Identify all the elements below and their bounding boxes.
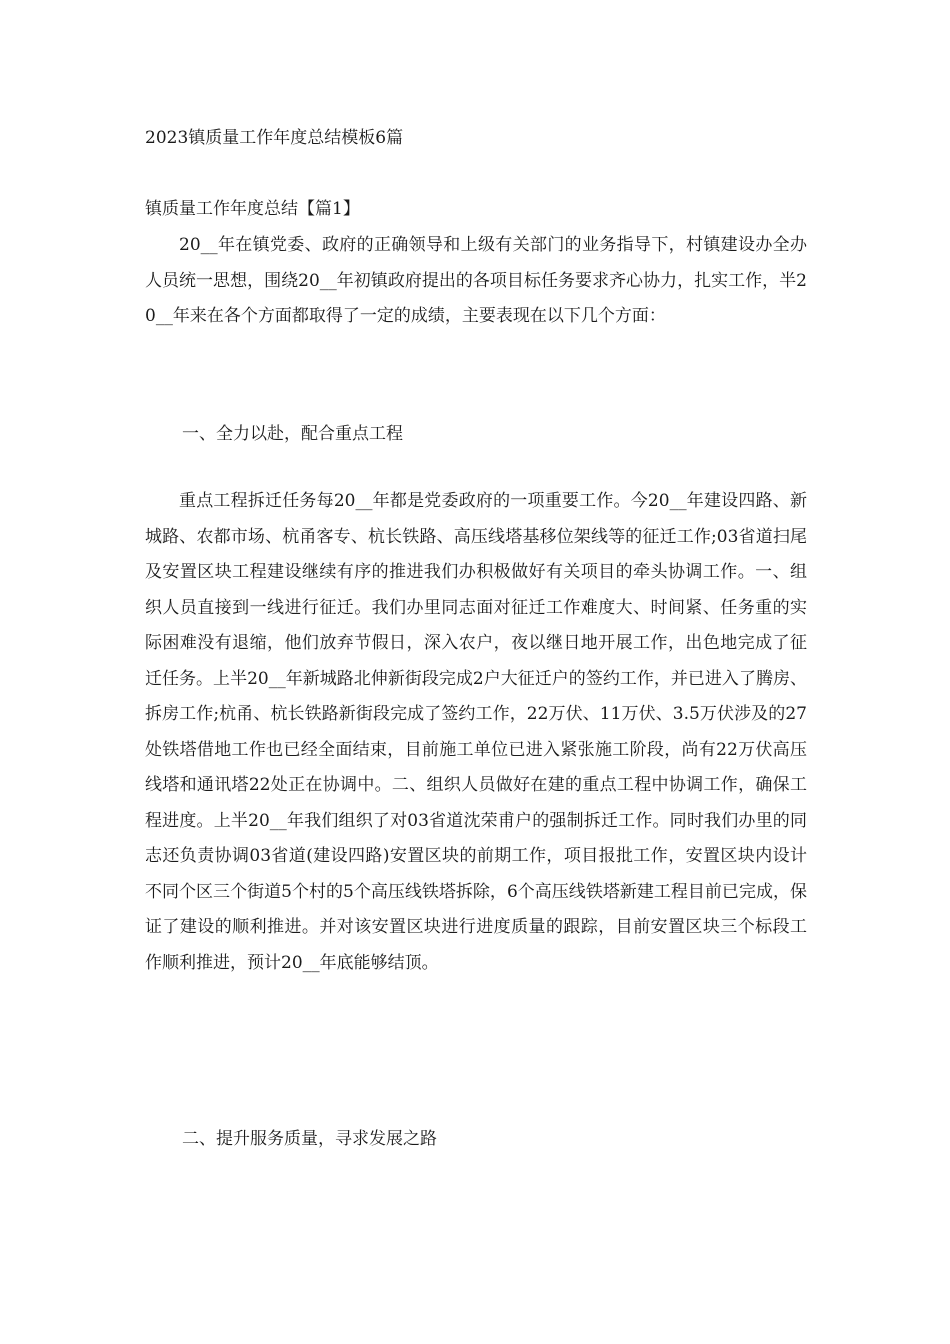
intro-paragraph: 20__年在镇党委、政府的正确领导和上级有关部门的业务指导下，村镇建设办全办人员统一思想，围绕20__年初镇政府提出的各项目标任务要求齐心协力，扎实工作，半20__年来在各个方面都取得了一定的成绩，主要表现在以下几个方面：: [145, 235, 807, 326]
document-title: 2023镇质量工作年度总结模板6篇: [145, 128, 404, 148]
section-heading-2: 二、提升服务质量，寻求发展之路: [182, 1129, 437, 1149]
body-paragraph-1: 重点工程拆迁任务每20__年都是党委政府的一项重要工作。今20__年建设四路、新城路、农都市场、杭甬客专、杭长铁路、高压线塔基移位架线等的征迁工作;03省道扫尾及安置区块工程建设继续有序的推进我们办积极做好有关项目的牵头协调工作。一、组织人员直接到一线进行征迁。我们办里同志面对征迁工作难度大、时间紧、任务重的实际困难没有退缩，他们放弃节假日，深入农户，夜以继日地开展工作，出色地完成了征迁任务。上半20__年新城路北伸新街段完成2户大征迁户的签约工作，并已进入了腾房、拆房工作;杭甬、杭长铁路新街段完成了签约工作，22万伏、11万伏、3.5万伏涉及的27处铁塔借地工作也已经全面结束，目前施工单位已进入紧张施工阶段，尚有22万伏高压线塔和通讯塔22处正在协调中。二、组织人员做好在建的重点工程中协调工作，确保工程进度。上半20__年我们组织了对03省道沈荣甫户的强制拆迁工作。同时我们办里的同志还负责协调03省道(建设四路)安置区块的前期工作，项目报批工作，安置区块内设计不同个区三个街道5个村的5个高压线铁塔拆除，6个高压线铁塔新建工程目前已完成，保证了建设的顺利推进。并对该安置区块进行进度质量的跟踪，目前安置区块三个标段工作顺利推进，预计20__年底能够结顶。: [145, 491, 807, 973]
section-title: 镇质量工作年度总结【篇1】: [145, 199, 360, 219]
section-heading-1: 一、全力以赴，配合重点工程: [182, 424, 403, 444]
